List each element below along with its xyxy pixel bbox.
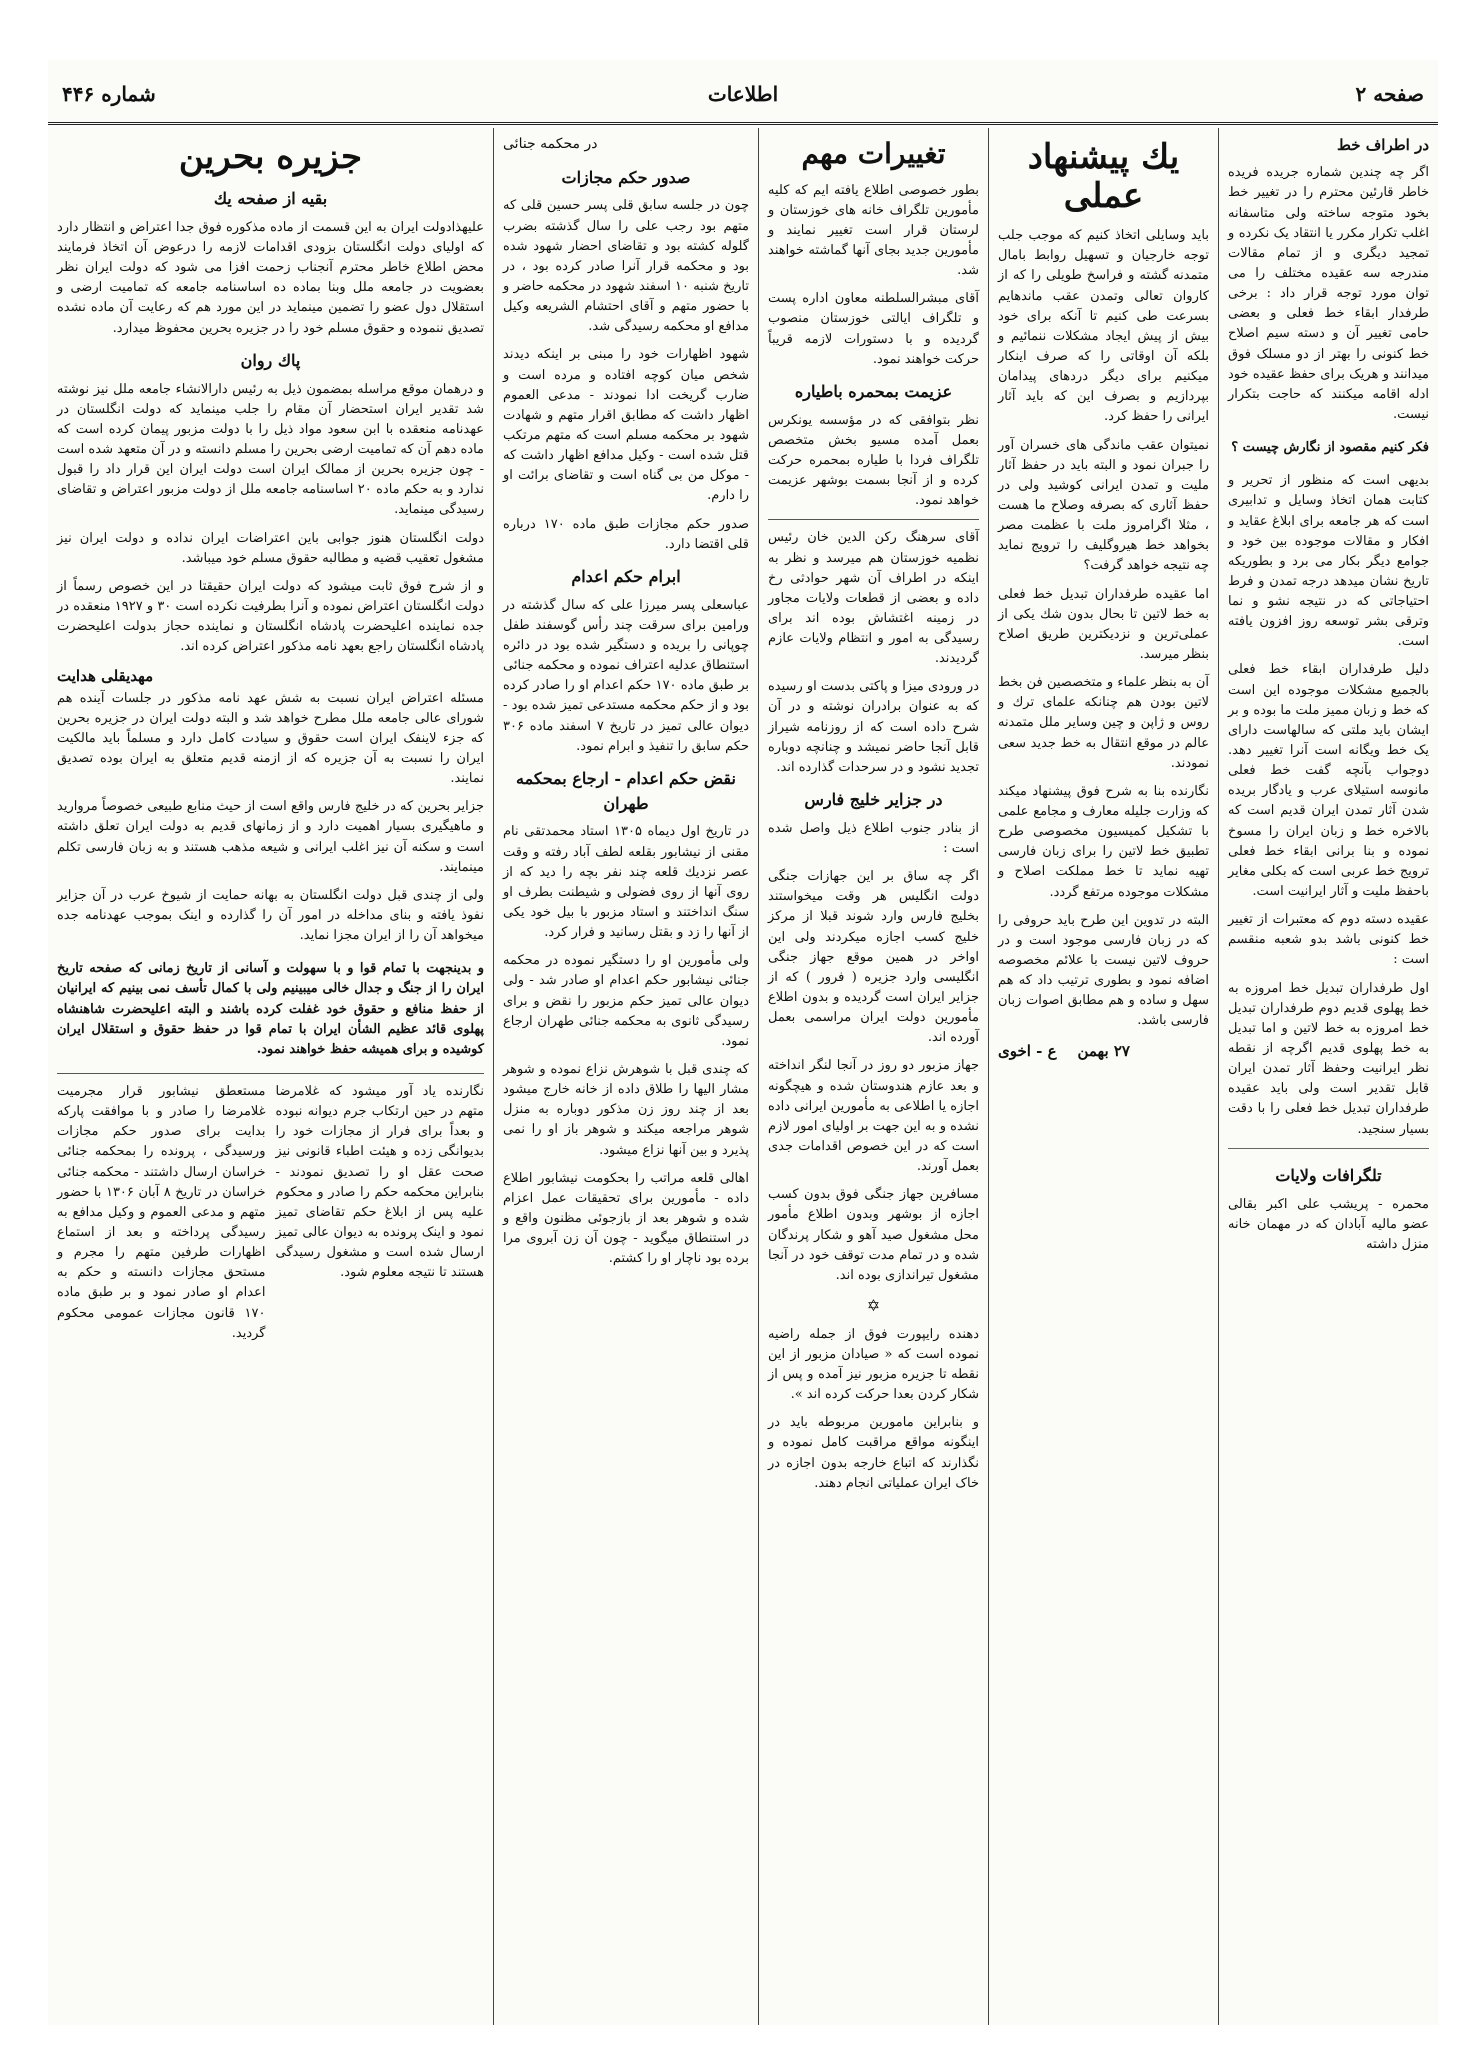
article-paragraph: جزایر بحرین که در خلیج فارس واقع است از حیث منابع طبیعی خصوصاً مروارید و ماهیگیری بسیار اهمیت دارد و از زمانهای قدیم به دولت ایران تعلق داشته است و سکنه آن نیز اغلب ایرانی و شیعه مذهب هستند و به زبان فارسی تکلم مینمایند. xyxy=(52,799,484,875)
article-paragraph: آقای سرهنگ رکن الدین خان رئیس نظمیه خوزستان هم میرسد و نظر به اینکه در اطراف آن شهر حوادثی رخ داده و بعضی از قطعات ولایات مجاور در زمینه اغتشاش بوده اند برای رسیدگی به امور و انتظام ولایات عازم گردیدند. xyxy=(763,530,979,667)
masthead xyxy=(48,60,1438,125)
continued-label: بقیه از صفحه یك xyxy=(213,189,328,209)
column-important-changes xyxy=(758,128,988,2025)
article-subhead: عزیمت بمحمره باطیاره xyxy=(794,381,953,401)
article-paragraph: چون در جلسه سابق قلی پسر حسین قلی که متهم بود رجب علی را سال گذشته بضرب گلوله کشته بود و تقاضای احضار شهود شده بود و محکمه قرار آنرا صادر کرده بود ، در تاریخ شنبه ۱۰ اسفند شهود در محکمه حاضر و با حضور متهم و آقای احتشام الشریعه وکیل مدافع او محکمه رسیدگی شد. xyxy=(498,198,749,335)
court-continuation xyxy=(57,1082,484,1344)
article-headline: جزیره بحرین xyxy=(178,137,363,177)
article-paragraph: باید وسایلی اتخاذ کنیم که موجب جلب توجه خارجیان و تسهیل روابط بامال متمدنه گشته و فراسخ طویلی را که از کاروان تعالی وتمدن عقب ماندهایم بسرعت طی کنیم تا آنکه برای خود بیش از پیش ایجاد مشکلات ننمائیم و بلکه آن اوقاتی را که صرف اینکار میکنیم برای دیگر دردهای پیدامان بپردازیم و بصرف این که باید آثار ایرانی را حفظ کرد. xyxy=(993,228,1209,425)
article-paragraph: نمیتوان عقب ماندگی های خسران آور را جبران نمود و البته باید در حفظ آثار ملیت و تمدن ایرانی کوشید ولی در حفظ آثاری که بصرفه وصلاح ما هست ، مثلا اگرامروز ملت با عظمت مصر بخواهد خط هیروگلیف را ترویج نماید چه نتیجه خواهد گرفت؟ xyxy=(993,437,1209,574)
article-paragraph: دولت انگلستان هنوز جوابی باین اعتراضات ایران نداده و دولت ایران نیز مشغول تعقیب قضیه و مطالبه حقوق مسلم خود میباشد. xyxy=(52,530,484,566)
article-paragraph: نظر بتوافقی که در مؤسسه یونکرس بعمل آمده مسیو بخش متخصص تلگراف فردا با طیاره بمحمره حرکت کرده و از آنجا بسمت بوشهر عزیمت خواهد نمود. xyxy=(763,412,979,509)
article-subhead: پاك روان xyxy=(240,350,301,370)
continuation-right: مستعطق نیشابور قرار مجرمیت غلامرضا را صادر و با موافقت پارکه بدایت برای صدور حکم مجازات ورسیدگی ، پرونده را بمحکمه جنائی خراسان ارسال داشتند - محکمه جنائی خراسان در تاریخ ۸ آبان ۱۳۰۶ با حضور متهم و مدعی العموم و وکیل مدافع به رسیدگی پرداخته و بعد از استماع اظهارات طرفین متهم را مجرم و مستحق مجازات دانسته و حکم به اعدام او صادر نمود و بر طبق ماده ۱۷۰ قانون مجازات عمومی محکوم گردید. xyxy=(57,1084,266,1341)
divider xyxy=(768,519,979,520)
star-ornament-icon: ✡ xyxy=(866,1295,881,1315)
article-paragraph: دلیل طرفداران ابقاء خط فعلی بالجمیع مشکلات موجوده این است که خط و زبان ممیز ملت ما بوده و بر ایشان باید ملتی که سالهاست دارای یک خط ویگانه است آنرا تغییر دهد. دوجواب بآنچه گفت خط فعلی مانوسه استیلای عرب و یادگار بریده شدن آثار تمدن ایران قدیم است که بالاخره خط و زبان ایران را مسوخ نموده و بنا برانی ابقاء خط فعلی ترویج خط عربی است که بکلی مغایر باحفظ ملیت و آثار ایرانیت است. xyxy=(1223,662,1429,900)
article-signature: مهدیقلی هدایت xyxy=(57,667,154,686)
article-paragraph: که چندی قبل با شوهرش نزاع نموده و شوهر مشار الیها را طلاق داده از خانه خارج میشود بعد از چند روز زن مذکور دوباره به منزل شوهر مراجعه میکند و شوهر باز او را نمی پذیرد و بین آنها نزاع میشود. xyxy=(498,1061,749,1158)
article-paragraph: اول طرفداران تبدیل خط امروزه به خط پهلوی قدیم دوم طرفداران تبدیل خط امروزه به خط لاتین و اما تبدیل به خط پهلوی قدیم اگرچه از نقطه نظر ایرانیت وحفظ آثار تمدن ایران قابل تقدیر است ولی باید عقیده طرفداران تبدیل خط فعلی را با دقت بسیار سنجید. xyxy=(1223,980,1429,1137)
article-paragraph: بدیهی است که منظور از تحریر و کتابت همان اتخاذ وسایل و تدابیری است که هر جامعه برای ابلاغ عقاید و افکار و مقالات موجوده بین خود و جوامع دیگر بکار می برد و بطوریکه تاریخ نشان میدهد درجه تمدن و فرط احتیاجاتی که در نتیجه نشو و نما وترقی بشر توسعه روز افزون یافته است. xyxy=(1223,473,1429,650)
article-paragraph: و از شرح فوق ثابت میشود که دولت ایران حقیقتا در این خصوص رسماً از دولت انگلستان اعتراض نموده و آنرا بطرفیت نکرده است ۳۰ و ۱۹۲۷ منعقده در جده نماینده اعلیحضرت پادشاه انگلستان و نماینده حجاز بدولت اعلیحضرت پادشاه انگلستان راجع بعهد نامه مذکور اعتراض کرده اند. xyxy=(52,578,484,655)
article-paragraph: آقای مبشرالسلطنه معاون اداره پست و تلگراف ایالتی خوزستان منصوب گردیده و با دستورات لازمه قریباً حرکت خواهند نمود. xyxy=(763,291,979,367)
page-number: صفحه ۲ xyxy=(1355,82,1424,106)
article-headline: صدور حکم مجازات xyxy=(561,167,691,187)
article-paragraph: دهنده رایپورت فوق از جمله راضیه نموده است که « صیادان مزبور از این نقطه تا جزیره مزبور نیز آمده و پس از شکار کردن بعدا حرکت کرده اند ». xyxy=(763,1326,979,1403)
section-label: در اطراف خط xyxy=(1337,136,1429,154)
article-paragraph: اهالی قلعه مراتب را بحکومت نیشابور اطلاع داده - مأمورین برای تحقیقات عمل اعزام شده و شوهر بعد از بازجوئی مظنون واقع و در استنطاق میگوید - چون آن زن آبروی مرا برده بود ناچار او را کشتم. xyxy=(498,1170,749,1267)
article-paragraph: عباسعلی پسر میرزا علی که سال گذشته در ورامین برای سرقت چند رأس گوسفند طفل چوپانی را بریده و دستگیر شده بود در دائره استنطاق عدلیه اعتراف نموده و محکمه جنائی بر طبق ماده ۱۷۰ حکم اعدام او را صادر کرده بود و از حکم محکمه مستدعی تمیز شده بود - دیوان عالی تمیز در تاریخ ۷ اسفند ماده ۳۰۶ حکم سابق را تنفیذ و ابرام نمود. xyxy=(498,597,750,754)
article-paragraph: مسافرین جهاز جنگی فوق بدون کسب اجازه از بوشهر وبدون اطلاع مأمور محل مشغول صید آهو و شکار پرندگان شده و در تمام مدت توقف خود در آنجا مشغول تیراندازی بوده اند. xyxy=(763,1187,979,1283)
column-script-debate xyxy=(1218,128,1438,2025)
article-subhead: ابرام حکم اعدام xyxy=(571,566,681,586)
continuation-left: نگارنده یاد آور میشود که غلامرضا متهم در حین ارتکاب جرم دیوانه نبوده و بعداً برای فرار از مجازات خود را بدیوانگی زده و هیئت اطباء قانونی نیز صحت عقل او را تصدیق نمودند - بنابراین محکمه حکم را صادر و محکوم علیه پس از ابلاغ حکم تقاضای تمیز نمود و اینک پرونده به دیوان عالی تمیز ارسال شده است و مشغول رسیدگی هستند تا نتیجه معلوم شود. xyxy=(275,1084,484,1281)
article-byline xyxy=(998,1040,1209,1063)
article-paragraph: شهود اظهارات خود را مبنی بر اینکه دیدند شخص میان کوچه افتاده و مرده است و ضارب گریخت ادا نمودند - مدعی العموم اظهار داشت که مطابق اقرار متهم و شهادت شهود بر محکمه مسلم است که متهم مرتکب قتل شده است - وکیل مدافع اظهار داشت که - موکل من بی گناه است و تقاضای برائت او را دارم. xyxy=(498,347,749,504)
article-paragraph: اما عقیده طرفداران تبدیل خط فعلی به خط لاتین تا بحال بدون شك یکی از عملی‌ترین و نزدیکترین طریق اصلاح بنظر میرسد. xyxy=(993,586,1209,662)
divider xyxy=(57,1073,484,1074)
article-subhead: در جزایر خلیج فارس xyxy=(804,790,943,810)
newspaper-name: اطلاعات xyxy=(707,82,779,106)
article-paragraph: و درهمان موقع مراسله بمضمون ذیل به رئیس دارالانشاء جامعه ملل نیز نوشته شد تقدیر ایران استحضار آن مقام را جلب مینماید که دولت انگلستان در عهدنامه منعقده با ابن سعود مواد ذیل را با دولت مزبور پیمان کرده است که ماده دهم آن که تمامیت ارضی بحرین را مسلم دانسته و در آن متعهد شده است - چون جزیره بحرین از ممالک ایران است دولت ایران این قرار داد را قبول ندارد و به حکم ماده ۲۰ اساسنامه جامعه ملل از دولت مزبور اعتراض و تقاضای رسیدگی مینماید. xyxy=(52,381,484,518)
author-name: ع - اخوی xyxy=(998,1041,1057,1060)
article-paragraph: و بنابراین مامورین مربوطه باید در اینگونه مواقع مراقبت کامل نموده و نگذارند که اتباع خارجه بدون اجازه در خاک ایران عملیاتی انجام دهند. xyxy=(763,1415,979,1491)
article-paragraph: صدور حکم مجازات طبق ماده ۱۷۰ درباره قلی اقتضا دارد. xyxy=(498,516,749,552)
article-headline: تغییرات مهم xyxy=(801,137,946,170)
article-paragraph: در تاریخ اول دیماه ۱۳۰۵ استاد محمدتقی نام مقنی از نیشابور بقلعه لطف آباد رفته و وقت عصر نزدیك قلعه چند نفر بچه را دید که از روی آنها از روی فضولی و شیطنت بطرف او سنگ انداختند و استاد مزبور با بیل خود یکی از آنها را زد و بقتل رسانید و فرار کرد. xyxy=(498,824,749,941)
article-paragraph: مسئله اعتراض ایران نسبت به شش عهد نامه مذکور در جلسات آینده هم شورای عالی جامعه ملل مطرح خواهد شد و البته دولت ایران در جزیره بحرین که جزء لاینفک ایران است حقوق و سیادت کامل دارد و مسلماً باید مالکیت ایران را نسبت به آن جزیره که از ازمنه قدیم متعلق به ایران بوده تصدیق نمایند. xyxy=(52,690,484,787)
telegram-text: محمره - پریشب علی اکبر بقالی عضو مالیه آبادان که در مهمان خانه منزل داشته xyxy=(1223,1196,1429,1252)
article-paragraph: ولی از چندی قبل دولت انگلستان به بهانه حمایت از شیوخ عرب در آن جزایر نفوذ یافته و بنای مداخله در امور آن را گذارده و اینک بموجب عهدنامه جده میخواهد آن را از ایران مجزا نماید. xyxy=(52,887,484,944)
article-paragraph: بطور خصوصی اطلاع یافته ایم که کلیه مأمورین تلگراف خانه های خوزستان و لرستان قرار است تغییر نمایند و مأمورین جدید بجای آنها گماشته خواهند شد. xyxy=(763,182,979,279)
article-headline: یك پیشنهاد عملی xyxy=(1027,137,1180,217)
article-paragraph: علیهذادولت ایران به این قسمت از ماده مذکوره فوق جدا اعتراض و انتظار دارد که اولیای دولت انگلستان بزودی اقدامات لازمه را درعوض آن اتخاذ فرمایند محض اطلاع خاطر محترم آنجناب زحمت افزا می شود که دولت ایران نظر بعضویت در جامعه ملل وبنا بماده ده اساسنامه جامعه که تمامیت ارضی و استقلال دول عضو را تضمین مینماید در این مورد هم که رعایت آن ماده نشده تصدیق ننموده و حقوق مسلم خود را در جزیره بحرین محفوظ میدارد. xyxy=(52,219,484,336)
article-subhead: نقض حکم اعدام - ارجاع بمحکمه طهران xyxy=(516,768,736,813)
column-practical-proposal xyxy=(988,128,1218,2025)
article-paragraph: اگر چه چندین شماره جریده فریده خاطر قارئین محترم را در تغییر خط بخود متوجه ساخته ولی متاسفانه اغلب تکرار مکرر یا انتقاد یک نکرده و تمجید دیگری و از تمام مقالات مندرجه سه عقیده مختلف را می توان مورد توجه قرار داد : برخی طرفدار ابقاء خط فعلی و بعضی حامی تغییر آن و دسته سیم اصلاح خط کنونی را بهتر از دو مسلک فوق میدانند و هریک برای حفظ عقیده خود ادله اقامه میکنند که حاجت بتکرار نیست. xyxy=(1223,165,1429,422)
provincial-telegrams xyxy=(1223,1148,1429,1255)
article-paragraph: البته در تدوین این طرح باید حروفی را که در زبان فارسی موجود است و در حروف لاتین نیست با علائم مخصوصه اضافه نمود و بطوری ترتیب داد که هم سهل و ساده و هم مطابق اصوات زبان فارسی باشد. xyxy=(993,912,1209,1029)
article-bold-paragraph: و بدینجهت با تمام قوا و با سهولت و آسانی از تاریخ زمانی که صفحه تاریخ ایران را از جنگ و جدال خالی میبینیم ولی با کمال تأسف نمی بینیم که ایرانیان از حفظ منافع و حقوق خود غفلت کرده باشند و البته اعلیحضرت شاهنشاه پهلوی قائد عظیم الشأن ایران با تمام قوا در حفظ حقوق و استقلال ایران کوشیده و برای همیشه حفظ خواهند نمود. xyxy=(52,961,484,1057)
article-paragraph: آن به بنظر علماء و متخصصین فن بخط لاتین بودن هم چنانکه علمای ترك و روس و ژاپن و چین وسایر ملل متمدنه عالم در موقع انتقال به خط جدید سعی نمودند. xyxy=(993,675,1209,771)
article-kicker: در محکمه جنائی xyxy=(503,136,598,152)
article-paragraph: عقیده دسته دوم که معتبرات از تغییر خط کنونی باشد بدو شعبه منقسم است : xyxy=(1223,912,1429,968)
article-paragraph: ولی مأمورین او را دستگیر نموده در محکمه جنائی نیشابور حکم اعدام او صادر شد - ولی دیوان عالی تمیز حکم مزبور را نقض و برای رسیدگی ثانوی به محکمه جنائی طهران ارجاع نمود. xyxy=(498,953,749,1049)
article-paragraph: در ورودی میزا و پاکتی بدست او رسیده که به عنوان برادران نوشته و در آن شرح داده است که از روزنامه شیراز قابل آنجا حاضر نمیشد و چنانچه دوباره تجدید نشود و در سرحدات گذارده اند. xyxy=(763,679,979,775)
article-paragraph: نگارنده بنا به شرح فوق پیشنهاد میکند که وزارت جلیله معارف و مجامع علمی با تشکیل کمیسیون مخصوصی طرح تطبیق خط لاتین را برای زبان فارسی تهیه نماید تا خط مملکت اصلاح و مشکلات موجوده مرتفع گردد. xyxy=(993,783,1209,900)
column-court-news xyxy=(493,128,758,2025)
article-paragraph: جهاز مزبور دو روز در آنجا لنگر انداخته و بعد عازم هندوستان شده و هیچگونه اجازه یا اطلاعی به مأمورین ایرانی داده نشده و به این جهت بر اولیای امور لازم است که در این خصوص اقدامات جدی بعمل آورند. xyxy=(763,1058,979,1175)
article-question: فکر کنیم مقصود از نگارش چیست ؟ xyxy=(1231,440,1429,456)
telegrams-title: تلگرافات ولایات xyxy=(1275,1165,1382,1185)
article-paragraph: از بنادر جنوب اطلاع ذیل واصل شده است : xyxy=(763,820,979,856)
article-paragraph: اگر چه ساق بر این جهازات جنگی دولت انگلیس هر وقت میخواستند بخلیج فارس وارد شوند قبلا از مرکز خلیج کسب اجازه میکردند ولی این اواخر در همین موقع جهاز جنگی انگلیسی وارد جزیره ( فرور ) که از جزایر ایران است گردیده و بدون اطلاع مأمورین دولت ایران مراسمی بعمل آورده اند. xyxy=(763,869,979,1046)
newspaper-page xyxy=(48,60,1438,2025)
article-date: ۲۷ بهمن xyxy=(1077,1041,1130,1060)
issue-number: شماره ۴۴۶ xyxy=(62,82,156,106)
column-bahrain xyxy=(48,128,493,2025)
